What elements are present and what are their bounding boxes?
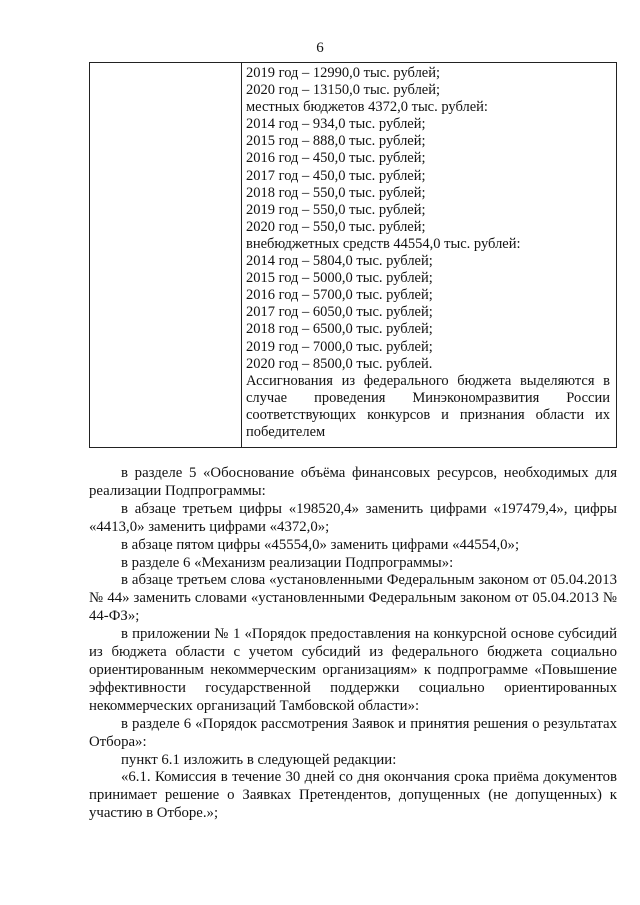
table-row: 2018 год – 550,0 тыс. рублей; — [246, 184, 426, 201]
paragraph-section5: в разделе 5 «Обоснование объёма финансовых ресурсов, необходимых для реализации Подпрограммы: — [89, 465, 617, 499]
table-row: 2015 год – 5000,0 тыс. рублей; — [246, 270, 433, 287]
table-row: 2020 год – 13150,0 тыс. рублей; — [246, 82, 441, 99]
table-row: 2019 год – 12990,0 тыс. рублей; — [246, 65, 441, 81]
paragraph-appendix1: в приложении № 1 «Порядок предоставления на конкурсной основе субсидий из бюджета области с учетом субсидий из федерального бюджета социально ориентированным некоммерческим организациям» к подпрограмме «Повышение эффективности государственной поддержки социально ориентированных некоммерческих организаций Тамбовской области»: — [89, 626, 617, 714]
paragraph-section6: в разделе 6 «Механизм реализации Подпрограммы»: — [121, 554, 454, 571]
page-number: 6 — [316, 40, 324, 56]
table-right-cell — [242, 63, 616, 447]
table-row: 2014 год – 934,0 тыс. рублей; — [246, 116, 426, 133]
table-row: 2020 год – 550,0 тыс. рублей; — [246, 218, 426, 235]
table-row: 2017 год – 450,0 тыс. рублей; — [246, 167, 426, 184]
paragraph-abzac5: в абзаце пятом цифры «45554,0» заменить цифрами «44554,0»; — [121, 536, 520, 553]
paragraph-abzac3: в абзаце третьем цифры «198520,4» заменить цифрами «197479,4», цифры «4413,0» заменить цифрами «4372,0»; — [89, 500, 617, 535]
document-body — [89, 465, 617, 823]
paragraph-item61-text: «6.1. Комиссия в течение 30 дней со дня окончания срока приёма документов принимает решение о Заявках Претендентов, допущенных (не допущенных) к участию в Отборе.»; — [89, 769, 617, 822]
table-left-cell — [90, 63, 242, 447]
table-row: 2014 год – 5804,0 тыс. рублей; — [246, 253, 433, 270]
table-row: местных бюджетов 4372,0 тыс. рублей: — [246, 99, 488, 116]
table-row: 2020 год – 8500,0 тыс. рублей. — [246, 355, 433, 372]
table-row: 2019 год – 550,0 тыс. рублей; — [246, 201, 426, 218]
paragraph-law-change: в абзаце третьем слова «установленными Федеральным законом от 05.04.2013 № 44» заменить словами «установленными Федеральным законом от 05.04.2013 № 44-ФЗ»; — [89, 572, 617, 625]
table-row: 2017 год – 6050,0 тыс. рублей; — [246, 304, 433, 321]
table-row: 2016 год – 450,0 тыс. рублей; — [246, 150, 426, 167]
funding-note: Ассигнования из федерального бюджета выделяются в случае проведения Минэкономразвития России соответствующих конкурсов и признания области их победителем — [246, 372, 610, 440]
financing-table — [89, 62, 617, 448]
paragraph-section6-order: в разделе 6 «Порядок рассмотрения Заявок и принятия решения о результатах Отбора»: — [89, 715, 617, 750]
paragraph-item61: пункт 6.1 изложить в следующей редакции: — [121, 751, 397, 768]
table-row: 2015 год – 888,0 тыс. рублей; — [246, 133, 426, 150]
table-row: 2016 год – 5700,0 тыс. рублей; — [246, 287, 433, 304]
table-row: 2019 год – 7000,0 тыс. рублей; — [246, 338, 433, 355]
table-row: внебюджетных средств 44554,0 тыс. рублей: — [246, 235, 521, 252]
table-row: 2018 год – 6500,0 тыс. рублей; — [246, 321, 433, 338]
